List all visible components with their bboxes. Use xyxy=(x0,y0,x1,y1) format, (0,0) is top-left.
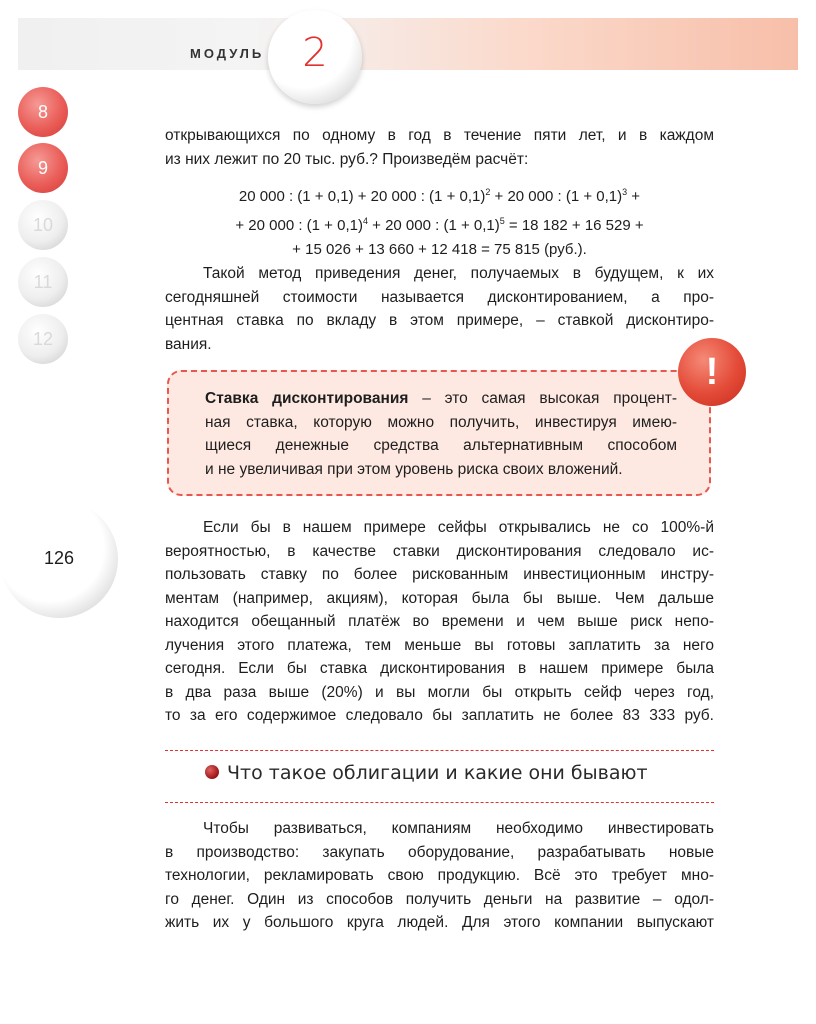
text-line: Если бы в нашем примере сейфы открывались не со 100%-й xyxy=(203,519,714,536)
bullet-icon xyxy=(205,765,219,779)
paragraph-1 xyxy=(165,124,714,171)
formula-line-1: 20 000 : (1 + 0,1) + 20 000 : $(1 + 0,1)^2 + 20$ 000 : $(1 + 0,1)^3$ + xyxy=(238,187,641,205)
header-band xyxy=(18,18,798,70)
text-line: Такой метод приведения денег, получаемых в будущем, к их xyxy=(203,265,714,282)
text-line: вания. xyxy=(165,335,212,353)
text-line: ментам (например, акциям), которая была бы выше. Чем дальше xyxy=(165,589,714,607)
text-line: и не увеличивая при этом уровень риска своих вложений. xyxy=(205,460,623,478)
divider-top xyxy=(165,750,714,751)
text-line: щиеся денежные средства альтернативным способом xyxy=(205,437,677,454)
text-line: пользовать ставку по более рискованным инвестиционным инстру- xyxy=(165,566,714,583)
text-line: Ставка дисконтирования – это самая высокая процент- xyxy=(205,390,677,407)
section-heading: Что такое облигации и какие они бывают xyxy=(205,762,648,784)
side-tab-8[interactable]: 8 xyxy=(18,87,68,137)
text-line: вероятностью, в качестве ставки дисконтирования следовало ис- xyxy=(165,542,714,560)
formula-line-2: + 20 000 : $(1 + 0,1)^4 + 20$ 000 : $(1 + 0,1)^5 = 18$ 182 + 16 529 + xyxy=(235,216,644,234)
module-badge xyxy=(268,10,362,104)
page-number: 126 xyxy=(43,548,75,568)
side-tab-10[interactable]: 10 xyxy=(18,200,68,250)
side-tab-12[interactable]: 12 xyxy=(18,314,68,364)
formula-line-3: + 15 026 + 13 660 + 12 418 = 75 815 (руб.). xyxy=(292,241,587,258)
text-line: технологии, рекламировать свою продукцию. Всё это требует мно- xyxy=(165,867,714,884)
side-tab-11[interactable]: 11 xyxy=(18,257,68,307)
paragraph-4 xyxy=(165,817,714,935)
exclamation-icon: ! xyxy=(678,338,746,406)
text-line: ная ставка, которую можно получить, инвестируя имею- xyxy=(205,413,677,431)
definition-text xyxy=(205,387,677,481)
text-line: открывающихся по одному в год в течение пяти лет, и в каждом xyxy=(165,127,714,144)
text-line: в два раза выше (20%) и вы могли бы открыть сейф через год, xyxy=(165,683,714,701)
module-number: 2 xyxy=(302,30,328,76)
side-tab-9[interactable]: 9 xyxy=(18,143,68,193)
text-line: находится обещанный платёж во времени и чем выше риск непо- xyxy=(165,613,714,630)
text-line: Чтобы развиваться, компаниям необходимо инвестировать xyxy=(203,820,714,837)
paragraph-3 xyxy=(165,516,714,728)
page-number-badge xyxy=(0,500,118,618)
definition-term: Ставка дисконтирования xyxy=(205,390,409,407)
formula-block xyxy=(165,180,714,262)
text-line: го денег. Один из способов получить деньги на развитие – одол- xyxy=(165,890,714,908)
text-line: жить их у большого круга людей. Для этого компании выпускают xyxy=(165,914,714,931)
text-line: из них лежит по 20 тыс. руб.? Произведём расчёт: xyxy=(165,150,529,168)
text-line: то за его содержимое следовало бы заплатить не более 83 333 руб. xyxy=(165,707,714,724)
text-line: лучения этого платежа, тем меньше вы готовы заплатить за него xyxy=(165,636,714,654)
text-line: сегодняшней стоимости называется дисконтированием, а про- xyxy=(165,288,714,306)
module-label: МОДУЛЬ xyxy=(190,46,265,61)
paragraph-2 xyxy=(165,262,714,356)
divider-bottom xyxy=(165,802,714,803)
text-line: центная ставка по вкладу в этом примере, – ставкой дисконтиро- xyxy=(165,312,714,329)
text-line: сегодня. Если бы ставка дисконтирования в нашем примере была xyxy=(165,660,714,677)
text-line: в производство: закупать оборудование, разрабатывать новые xyxy=(165,843,714,861)
